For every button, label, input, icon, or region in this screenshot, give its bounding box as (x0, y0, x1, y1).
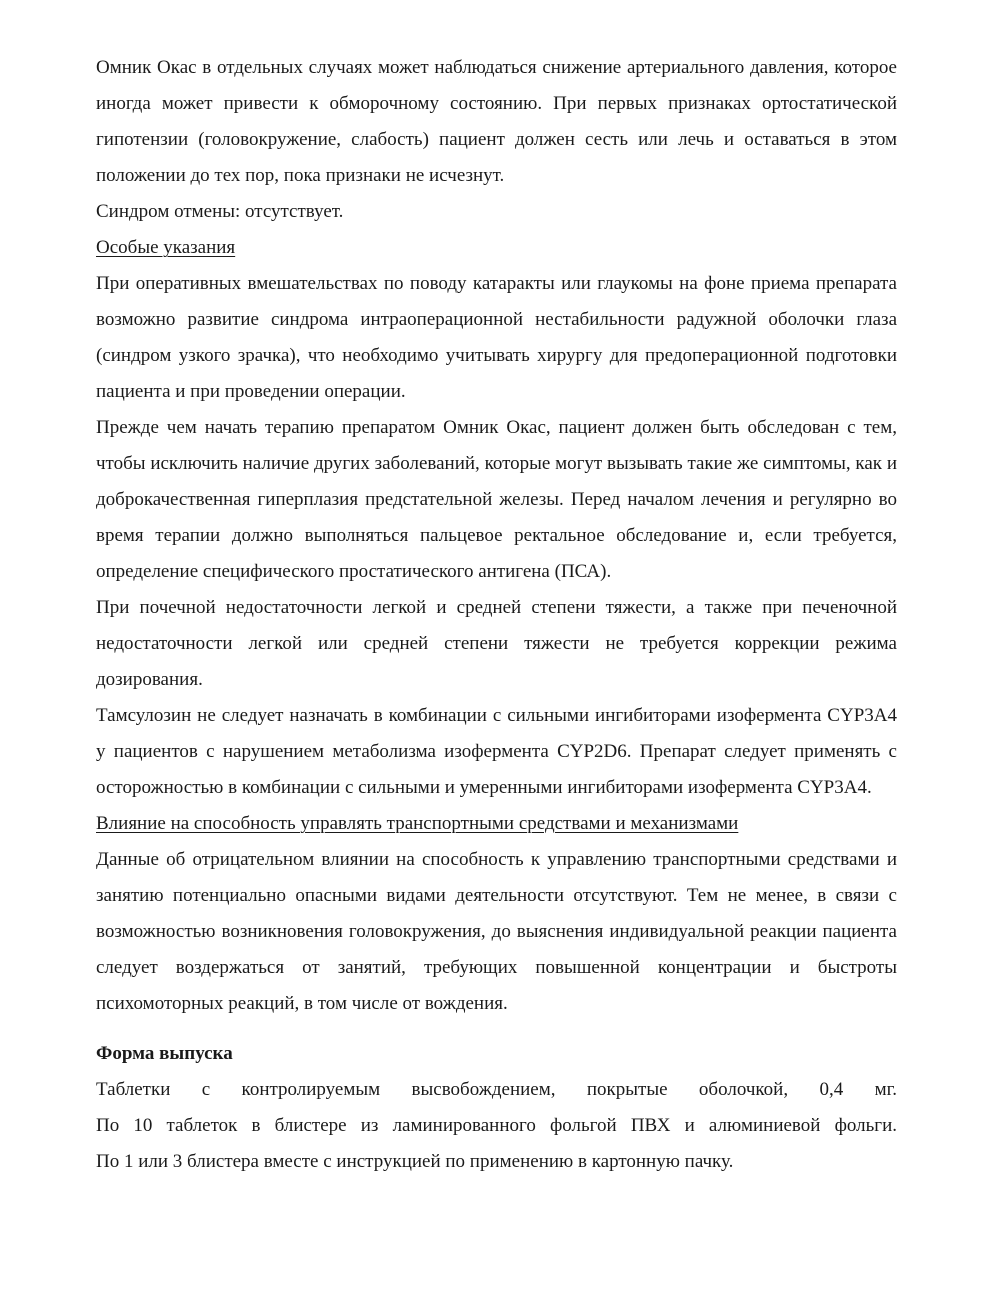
document-page (96, 50, 897, 1180)
paragraph-cataract: При оперативных вмешательствах по поводу катаракты или глаукомы на фоне приема препарата возможно развитие синдрома интраоперационной нестабильности радужной оболочки глаза (синдром узкого зрачка), что необходимо учитывать хирургу для предоперационной подготовки пациента и при проведении операции. (96, 273, 897, 402)
form-line-tablets: Таблетки с контролируемым высвобождением, покрытые оболочкой, 0,4 мг. (96, 1079, 897, 1100)
paragraph-withdrawal: Синдром отмены: отсутствует. (96, 201, 344, 222)
paragraph-hypotension: Омник Окас в отдельных случаях может наблюдаться снижение артериального давления, которое иногда может привести к обморочному состоянию. При первых признаках ортостатической гипотензии (головокружение, слабость) пациент должен сесть или лечь и оставаться в этом положении до тех пор, пока признаки не исчезнут. (96, 57, 897, 186)
paragraph-cyp: Тамсулозин не следует назначать в комбинации с сильными ингибиторами изофермента CYP3A4 у пациентов с нарушением метаболизма изофермента CYP2D6. Препарат следует применять с осторожностью в комбинации с сильными и умеренными ингибиторами изофермента CYP3A4. (96, 705, 897, 798)
form-line-blister: По 10 таблеток в блистере из ламинированного фольгой ПВХ и алюминиевой фольги. (96, 1115, 897, 1136)
heading-driving: Влияние на способность управлять транспортными средствами и механизмами (96, 813, 739, 834)
paragraph-renal: При почечной недостаточности легкой и средней степени тяжести, а также при печеночной недостаточности легкой или средней степени тяжести не требуется коррекции режима дозирования. (96, 597, 897, 690)
heading-special-instructions: Особые указания (96, 237, 236, 258)
paragraph-examination: Прежде чем начать терапию препаратом Омник Окас, пациент должен быть обследован с тем, чтобы исключить наличие других заболеваний, которые могут вызывать такие же симптомы, как и доброкачественная гиперплазия предстательной железы. Перед началом лечения и регулярно во время терапии должно выполняться пальцевое ректальное обследование и, если требуется, определение специфического простатического антигена (ПСА). (96, 417, 897, 582)
section-gap (96, 1022, 897, 1036)
paragraph-driving: Данные об отрицательном влиянии на способность к управлению транспортными средствами и занятию потенциально опасными видами деятельности отсутствуют. Тем не менее, в связи с возможностью возникновения головокружения, до выяснения индивидуальной реакции пациента следует воздержаться от занятий, требующих повышенной концентрации и быстроты психомоторных реакций, в том числе от вождения. (96, 849, 897, 1014)
form-line-package: По 1 или 3 блистера вместе с инструкцией по применению в картонную пачку. (96, 1151, 734, 1172)
heading-release-form: Форма выпуска (96, 1043, 233, 1064)
